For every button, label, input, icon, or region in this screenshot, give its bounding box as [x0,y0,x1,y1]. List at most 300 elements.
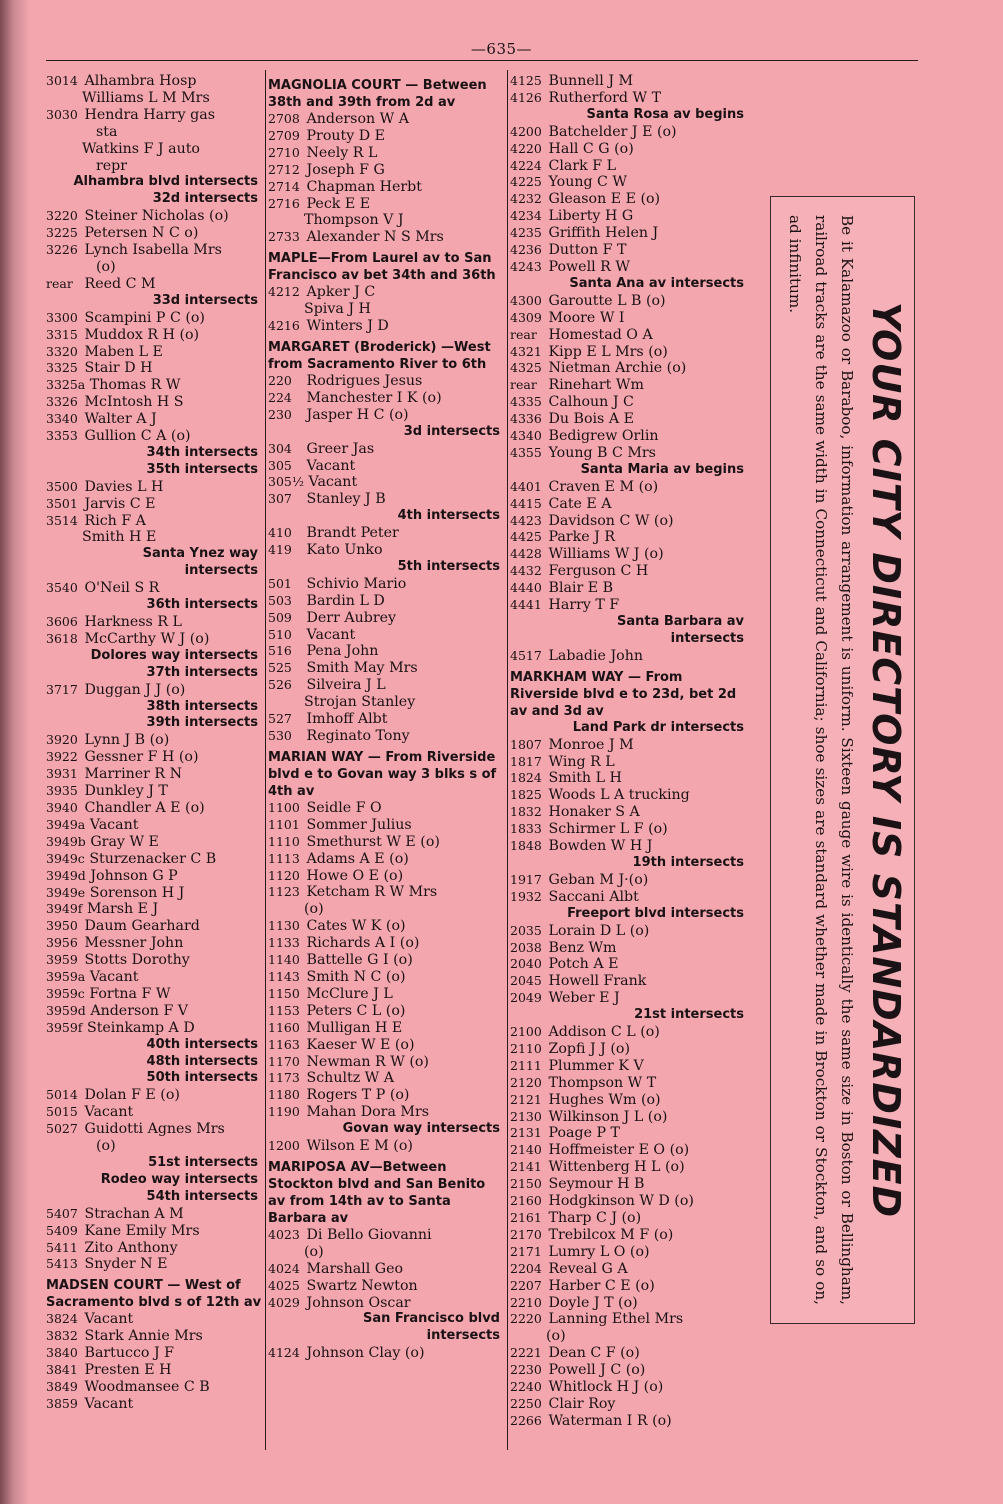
resident-name: Anderson W A [306,111,409,127]
directory-entry [510,1075,750,1092]
directory-entry [46,749,264,766]
directory-entry [268,458,506,475]
directory-entry [46,1003,264,1020]
cross-street-heading: 51st intersects [148,1155,258,1170]
resident-name: Steinkamp A D [86,1019,195,1036]
resident-name: Kato Unko [306,542,383,559]
house-number: 4029 [268,1294,300,1310]
resident-name: Dunkley J T [84,783,168,800]
directory-entry-continuation: (o) [304,901,324,918]
cross-street-heading: intersects [184,563,258,579]
directory-entry [268,1087,506,1104]
resident-name: Guidotti Agnes Mrs [84,1121,225,1138]
resident-name: Saccani Albt [548,888,639,905]
directory-entry [46,834,264,851]
directory-entry [46,208,264,225]
house-number: 230 [268,406,292,422]
resident-name: Richards A I (o) [306,935,420,952]
cross-street-heading: Freeport blvd intersects [567,905,744,921]
house-number: 304 [268,440,292,456]
directory-entry [268,284,506,301]
cross-street-heading: 3d intersects [403,423,500,439]
directory-entry [268,1104,506,1121]
resident-name: Parke J R [548,529,616,546]
resident-name: Lumry L O (o) [548,1243,650,1260]
house-number: 1160 [268,1019,300,1035]
house-number: 3832 [46,1328,78,1344]
directory-entry-continuation: Strojan Stanley [304,694,416,711]
house-number: 4415 [510,495,542,511]
header-rule [46,60,918,61]
directory-entry [268,525,506,542]
resident-name: Rutherford W T [548,89,662,106]
resident-name: Young C W [548,174,628,191]
directory-entry [46,901,264,918]
resident-name: Griffith Helen J [548,225,659,242]
house-number: 1817 [510,753,542,769]
directory-entry [46,479,264,496]
directory-entry [510,293,750,310]
house-number: 2207 [510,1277,542,1293]
house-number: 3949e [46,884,86,900]
cross-street-heading: 50th intersects [146,1070,258,1086]
directory-entry [268,935,506,952]
resident-name: Harry T F [548,597,620,614]
house-number: 2709 [268,127,300,143]
resident-name: Hoffmeister E O (o) [548,1142,690,1159]
directory-entry [510,1159,750,1176]
resident-name: Manchester I K (o) [306,389,442,406]
resident-name: Monroe J M [548,736,634,753]
directory-entry [46,496,264,513]
house-number: 3840 [46,1345,78,1361]
house-number: 510 [268,626,292,642]
street-heading: MARIPOSA AV—Between Stockton blvd and San Benito av from 14th av to Santa Barbara av [268,1159,486,1226]
directory-entry [46,107,264,124]
house-number: 3949b [46,833,86,849]
house-number: 4440 [510,580,542,596]
house-number: 2221 [510,1345,542,1361]
resident-name: Stair D H [84,360,153,377]
house-number: 1120 [268,867,300,883]
resident-name: Newman R W (o) [306,1053,429,1070]
directory-entry [268,1345,506,1362]
house-number: 3841 [46,1362,78,1378]
resident-name: Duggan J J (o) [84,681,186,698]
resident-name: Batchelder J E (o) [548,123,677,140]
resident-name: Jasper H C (o) [306,406,409,423]
house-number: 3320 [46,343,78,359]
resident-name: Smith N C (o) [306,968,406,985]
house-number: 419 [268,542,292,558]
resident-name: Smith May Mrs [306,660,418,677]
resident-name: Nietman Archie (o) [548,360,687,377]
house-number: 3618 [46,630,78,646]
house-number: 4432 [510,563,542,579]
directory-entry [510,513,750,530]
house-number: 1173 [268,1070,300,1086]
directory-entry [268,800,506,817]
directory-entry [268,1261,506,1278]
house-number: 2049 [510,990,542,1006]
house-number: 4441 [510,597,542,613]
cross-street-heading: 40th intersects [146,1036,258,1052]
directory-entry-continuation: sta [96,123,118,140]
cross-street-heading: Santa Maria av begins [580,461,744,477]
house-number: 3959d [46,1002,86,1018]
cross-street-heading: Santa Ynez way [142,546,258,562]
directory-entry [46,1311,264,1328]
house-number: 4234 [510,208,542,224]
directory-entry [46,969,264,986]
house-number: 3935 [46,783,78,799]
directory-entry [46,952,264,969]
directory-entry [268,884,506,901]
directory-entry [510,597,750,614]
directory-entry-continuation: (o) [304,1243,324,1260]
house-number: 5409 [46,1222,78,1238]
house-number: 4335 [510,394,542,410]
resident-name: Woodmansee C B [84,1378,210,1395]
resident-name: Plummer K V [548,1057,644,1074]
resident-name: Joseph F G [306,161,385,178]
directory-entry [268,918,506,935]
advertisement-body: Be it Kalamazoo or Baraboo, information arrangement is uniform. Sixteen gauge wire is identically the same size in Boston or Bellingham, railroad tracks are the same width in Connecticut and California; shoe sizes are standard whether made in Brockton or Stockton, and so on, ad infinitum. [785,215,856,1305]
house-number: 1143 [268,968,300,984]
house-number: 2714 [268,178,300,194]
house-number: 4300 [510,292,542,308]
resident-name: Vacant [306,626,356,643]
directory-entry-continuation: Thompson V J [304,212,404,229]
resident-name: Blair E B [548,580,614,597]
directory-entry [46,1104,264,1121]
resident-name: Garoutte L B (o) [548,292,666,309]
resident-name: Sorenson H J [89,884,185,901]
resident-name: Howe O E (o) [306,867,404,884]
directory-entry [268,643,506,660]
house-number: 2733 [268,229,300,245]
cross-street-heading: Santa Ana av intersects [569,275,744,291]
directory-entry [510,141,750,158]
resident-name: Powell J C (o) [548,1362,646,1379]
directory-entry [510,208,750,225]
directory-entry [510,259,750,276]
house-number: rear [46,275,73,291]
cross-street-heading: intersects [426,1328,500,1344]
cross-street-heading: 4th intersects [397,508,500,524]
house-number: 2160 [510,1193,542,1209]
cross-street-heading: Rodeo way intersects [100,1171,258,1187]
house-number: 4212 [268,284,300,300]
resident-name: Greer Jas [306,440,375,457]
house-number: 3325a [46,377,86,393]
directory-entry [46,817,264,834]
resident-name: Strachan A M [84,1205,184,1222]
house-number: 2170 [510,1226,542,1242]
directory-entry [510,1345,750,1362]
resident-name: Seymour H B [548,1176,645,1193]
house-number: 220 [268,372,292,388]
resident-name: Reginato Tony [306,728,410,744]
resident-name: Tharp C J (o) [548,1210,642,1226]
house-number: 3949c [46,850,85,866]
directory-entry [510,479,750,496]
street-heading: MARKHAM WAY — From Riverside blvd e to 23d, bet 2d av and 3d av [510,669,737,719]
directory-column-2 [268,73,506,1362]
resident-name: Wing R L [548,753,615,770]
house-number: 5027 [46,1121,78,1137]
resident-name: Wilkinson J L (o) [548,1108,668,1125]
resident-name: Johnson G P [90,867,178,884]
resident-name: Clair Roy [548,1395,616,1412]
house-number: 4336 [510,411,542,427]
resident-name: Calhoun J C [548,394,634,411]
directory-entry [46,1345,264,1362]
house-number: 1140 [268,952,300,968]
house-number: 1130 [268,918,300,934]
directory-entry [510,838,750,855]
directory-entry [510,1024,750,1041]
house-number: 3959a [46,969,86,985]
resident-name: Chandler A E (o) [84,799,205,816]
directory-entry [268,1070,506,1087]
house-number: 3949f [46,901,83,917]
house-number: 2040 [510,956,542,972]
directory-entry [510,546,750,563]
house-number: 3353 [46,428,78,444]
resident-name: Gleason E E (o) [548,191,661,208]
directory-entry [46,986,264,1003]
directory-entry [510,174,750,191]
house-number: rear [510,377,537,393]
resident-name: Labadie John [548,647,643,664]
directory-entry [510,563,750,580]
directory-entry [510,1278,750,1295]
directory-entry [268,128,506,145]
house-number: 4023 [268,1226,300,1242]
resident-name: Gray W E [90,833,159,850]
directory-entry [268,179,506,196]
resident-name: Alexander N S Mrs [306,229,444,246]
resident-name: Vacant [84,1104,134,1121]
directory-entry [510,1193,750,1210]
advertisement-box [770,196,915,1324]
house-number: 305 [268,457,292,473]
directory-entry [268,969,506,986]
resident-name: Clark F L [548,157,617,174]
directory-entry [510,1413,750,1430]
directory-entry [46,360,264,377]
directory-entry [46,327,264,344]
cross-street-heading: 38th intersects [146,698,258,714]
house-number: 1917 [510,871,542,887]
directory-entry [510,225,750,242]
house-number: 526 [268,677,292,693]
resident-name: Benz Wm [548,939,617,956]
directory-entry [510,529,750,546]
resident-name: McClure J L [306,985,393,1002]
directory-entry [268,145,506,162]
street-heading: MARGARET (Broderick) —West from Sacramento River to 6th [268,339,491,372]
directory-entry [510,872,750,889]
house-number: 2110 [510,1040,542,1056]
house-number: 3717 [46,681,78,697]
resident-name: Steiner Nicholas (o) [84,208,229,225]
house-number: 2038 [510,939,542,955]
house-number: 2150 [510,1176,542,1192]
house-number: 224 [268,389,292,405]
resident-name: Thompson W T [548,1074,657,1091]
resident-name: Bowden W H J [548,838,653,855]
directory-entry [268,1054,506,1071]
directory-entry [268,1138,506,1155]
house-number: 5015 [46,1104,78,1120]
resident-name: Seidle F O [306,799,382,816]
resident-name: Craven E M (o) [548,478,659,495]
resident-name: Rodrigues Jesus [306,372,423,389]
directory-entry [510,310,750,327]
directory-entry [510,1396,750,1413]
cross-street-heading: Land Park dr intersects [572,719,744,735]
directory-entry [46,918,264,935]
directory-entry [46,1020,264,1037]
resident-name: Homestad O A [548,326,653,343]
directory-entry [268,1003,506,1020]
resident-name: Vacant [89,969,139,986]
directory-entry [510,990,750,1007]
house-number: 5407 [46,1205,78,1221]
resident-name: Prouty D E [306,127,385,144]
resident-name: Davies L H [84,478,164,495]
resident-name: Honaker S A [548,804,640,821]
directory-entry [46,1379,264,1396]
directory-entry [268,474,506,491]
resident-name: Brandt Peter [306,525,399,542]
resident-name: Silveira J L [306,677,386,694]
directory-entry [268,162,506,179]
resident-name: Wilson E M (o) [306,1138,413,1155]
resident-name: Cate E A [548,495,612,512]
resident-name: Stanley J B [306,491,386,508]
resident-name: Schivio Mario [306,575,407,592]
resident-name: Dean C F (o) [548,1345,640,1362]
house-number: 3959f [46,1019,83,1035]
resident-name: Zopfi J J (o) [548,1040,630,1057]
house-number: 1163 [268,1036,300,1052]
house-number: 3920 [46,732,78,748]
resident-name: Muddox R H (o) [84,326,200,343]
house-number: 2220 [510,1311,542,1327]
directory-entry [46,344,264,361]
house-number: 1123 [268,884,300,900]
house-number: 2230 [510,1362,542,1378]
resident-name: Bunnell J M [548,73,634,89]
resident-name: Di Bello Giovanni [306,1226,432,1243]
resident-name: Sommer Julius [306,816,412,833]
resident-name: Neely R L [306,144,378,161]
house-number: 4325 [510,360,542,376]
house-number: 3326 [46,394,78,410]
house-number: 1807 [510,736,542,752]
column-divider [265,70,266,1450]
resident-name: Waterman I R (o) [548,1412,672,1429]
resident-name: Dutton F T [548,242,627,259]
directory-entry [510,973,750,990]
directory-entry [268,318,506,335]
resident-name: Peters C L (o) [306,1002,406,1019]
directory-entry [46,868,264,885]
house-number: 2131 [510,1125,542,1141]
house-number: 4517 [510,647,542,663]
directory-entry [510,242,750,259]
directory-entry [510,191,750,208]
directory-entry [510,770,750,787]
house-number: 509 [268,609,292,625]
directory-entry [268,677,506,694]
house-number: 2171 [510,1243,542,1259]
resident-name: Vacant [84,1311,134,1328]
resident-name: Moore W I [548,309,625,326]
page-number: —635— [470,40,533,58]
house-number: 2708 [268,111,300,126]
directory-entry [510,124,750,141]
directory-entry [268,817,506,834]
directory-entry [510,344,750,361]
directory-entry [46,411,264,428]
resident-name: Harber C E (o) [548,1277,655,1294]
directory-entry [268,373,506,390]
house-number: 4321 [510,343,542,359]
directory-entry [46,1121,264,1138]
directory-entry [510,940,750,957]
house-number: 3950 [46,918,78,934]
advertisement-rotated-content [778,205,908,1315]
directory-entry [268,407,506,424]
directory-entry [268,610,506,627]
cross-street-heading: San Francisco blvd [362,1311,500,1327]
house-number: 3540 [46,580,78,596]
house-number: 2111 [510,1057,542,1073]
resident-name: Imhoff Albt [306,711,388,728]
resident-name: Trebilcox M F (o) [548,1226,674,1243]
directory-entry [510,394,750,411]
resident-name: Lanning Ethel Mrs [548,1311,684,1328]
directory-entry [510,1125,750,1142]
house-number: 4428 [510,546,542,562]
house-number: 1110 [268,833,300,849]
directory-entry [268,660,506,677]
house-number: 3014 [46,73,78,88]
resident-name: Kane Emily Mrs [84,1222,200,1239]
directory-entry [46,1362,264,1379]
house-number: 4340 [510,428,542,444]
resident-name: Pena John [306,643,379,660]
directory-entry [510,411,750,428]
resident-name: Davidson C W (o) [548,512,674,529]
house-number: 3956 [46,935,78,951]
house-number: 4243 [510,258,542,274]
house-number: 3514 [46,512,78,528]
cross-street-heading: 39th intersects [146,715,258,731]
resident-name: Ketcham R W Mrs [306,884,438,901]
house-number: 4220 [510,140,542,156]
resident-name: Kipp E L Mrs (o) [548,343,668,360]
house-number: 4024 [268,1260,300,1276]
cross-street-heading: 48th intersects [146,1053,258,1069]
resident-name: Vacant [308,474,358,491]
directory-entry [46,1256,264,1273]
resident-name: Harkness R L [84,614,182,630]
